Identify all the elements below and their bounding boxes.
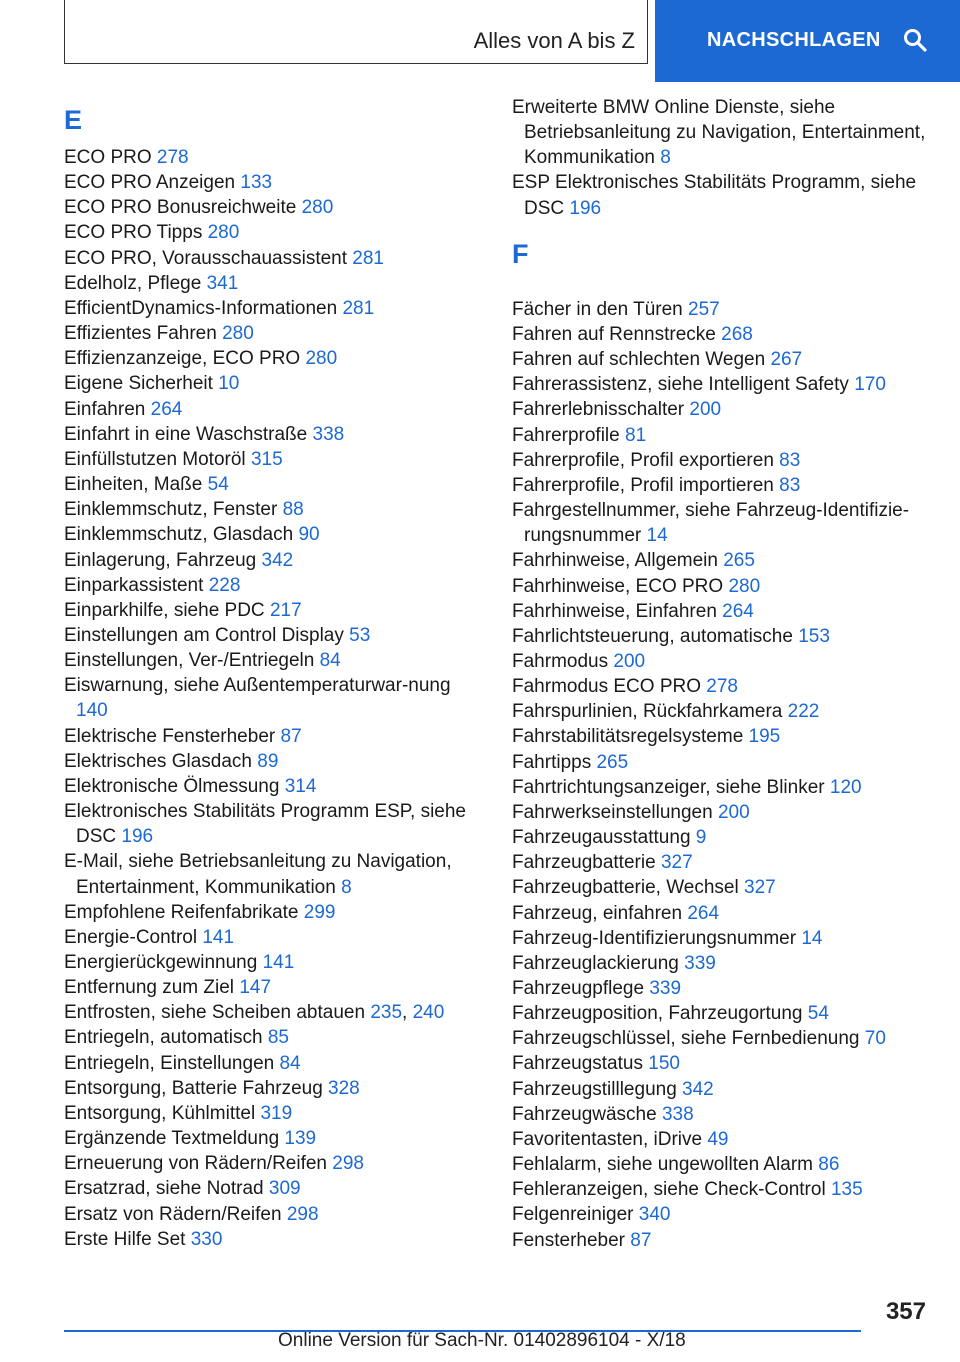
index-entry xyxy=(512,448,932,473)
index-entry xyxy=(64,648,474,673)
index-entry xyxy=(64,1202,474,1227)
index-entry xyxy=(512,322,932,347)
entry-term: Favoritentasten, iDrive xyxy=(512,1128,703,1150)
page-link[interactable]: 339 xyxy=(684,952,716,974)
page-link[interactable]: 330 xyxy=(190,1228,223,1250)
page-link[interactable]: 265 xyxy=(596,751,629,773)
page-link[interactable]: 278 xyxy=(156,147,189,168)
page-link[interactable]: 315 xyxy=(250,448,283,470)
index-entry xyxy=(64,346,474,371)
entry-term: Einklemmschutz, Glasdach xyxy=(64,524,294,546)
page-link[interactable]: 83 xyxy=(779,474,801,496)
page-link[interactable]: 314 xyxy=(284,775,317,797)
page-link[interactable]: 240 xyxy=(412,1002,445,1024)
page-link[interactable]: 84 xyxy=(319,650,341,672)
page-link[interactable]: 280 xyxy=(222,323,254,345)
entry-term: Edelholz, Pflege xyxy=(64,272,202,294)
index-entry xyxy=(64,145,474,170)
page-link[interactable]: 217 xyxy=(269,599,302,621)
entry-term: Einstellungen, Ver-/Entriegeln xyxy=(64,650,315,672)
index-entry xyxy=(64,573,474,598)
entry-term: Fahrspurlinien, Rückfahrkamera xyxy=(512,701,783,723)
page-link[interactable]: 14 xyxy=(646,525,668,547)
page-link[interactable]: 278 xyxy=(706,676,738,698)
entry-term: Entriegeln, Einstellungen xyxy=(64,1052,275,1074)
index-entry xyxy=(512,548,932,573)
page-link[interactable]: 341 xyxy=(206,272,239,294)
page-link[interactable]: 338 xyxy=(661,1103,694,1125)
entry-term: Ersatzrad, siehe Notrad xyxy=(64,1178,264,1200)
entry-term: Entriegeln, automatisch xyxy=(64,1027,263,1049)
entry-term: Fahrerprofile, Profil exportieren xyxy=(512,449,774,471)
index-entry xyxy=(64,623,474,648)
index-entry xyxy=(512,1152,932,1177)
entry-term: Einheiten, Maße xyxy=(64,474,203,496)
index-entry xyxy=(512,599,932,624)
entry-term: Entfrosten, siehe Scheiben abtauen xyxy=(64,1002,366,1024)
page-link[interactable]: 14 xyxy=(801,927,823,949)
section-title: Alles von A bis Z xyxy=(473,28,635,53)
index-entry xyxy=(512,423,932,448)
index-entry xyxy=(512,800,932,825)
entry-term: Fahrzeugbatterie, Wechsel xyxy=(512,877,739,899)
footer-version: Online Version für Sach-Nr. 01402896104 - X/18 xyxy=(278,1330,686,1351)
entry-term: Ersatz von Rädern/Reifen xyxy=(64,1203,282,1225)
entry-term: Elektronisches Stabilitäts Programm ESP, siehe DSC xyxy=(64,801,466,848)
index-entry xyxy=(64,598,474,623)
nachschlagen-tab[interactable] xyxy=(655,0,960,82)
index-entry xyxy=(64,497,474,522)
page-link[interactable]: 70 xyxy=(864,1028,886,1050)
index-entry xyxy=(64,1176,474,1201)
entry-term: Elektronische Ölmessung xyxy=(64,775,280,797)
entry-term: Fahrzeugstilllegung xyxy=(512,1078,677,1100)
index-entry xyxy=(64,673,474,723)
page-link[interactable]: 140 xyxy=(76,700,108,722)
page-link[interactable]: 8 xyxy=(660,147,671,169)
entry-term: Fahrgestellnummer, siehe Fahrzeug-Identifizie‐rungsnummer xyxy=(512,500,910,547)
entry-term: Fensterheber xyxy=(512,1229,626,1251)
entry-term: ECO PRO Anzeigen xyxy=(64,172,236,194)
entry-term: Elektrische Fensterheber xyxy=(64,725,276,747)
entry-term: Einstellungen am Control Display xyxy=(64,624,344,646)
entry-term: Fahrzeugschlüssel, siehe Fernbedienung xyxy=(512,1028,860,1050)
entry-term: Erneuerung von Rädern/Reifen xyxy=(64,1153,328,1175)
index-entry xyxy=(512,624,932,649)
index-entry xyxy=(64,271,474,296)
entry-term: Erweiterte BMW Online Dienste, siehe Betriebsanleitung zu Navigation, Entertainment, Kommunikation xyxy=(512,97,926,169)
index-entry xyxy=(64,749,474,774)
index-entry xyxy=(512,825,932,850)
entry-term: Einfahren xyxy=(64,398,146,420)
page-link[interactable]: 153 xyxy=(798,625,830,647)
page-link[interactable]: 141 xyxy=(202,926,235,948)
index-entry xyxy=(64,950,474,975)
page-link[interactable]: 222 xyxy=(787,701,820,723)
page-link[interactable]: 264 xyxy=(722,600,754,622)
entry-term: ECO PRO Bonusreichweite xyxy=(64,197,297,219)
index-entry xyxy=(64,195,474,220)
entry-list-e-continued xyxy=(512,95,932,221)
entry-term: Fehleranzeigen, siehe Check-Control xyxy=(512,1179,826,1201)
entry-list-f xyxy=(512,297,932,1253)
entry-term: Fahrhinweise, ECO PRO xyxy=(512,575,724,597)
entry-term: Einparkassistent xyxy=(64,574,204,596)
entry-term: Fahren auf schlechten Wegen xyxy=(512,349,766,371)
index-entry xyxy=(64,849,474,899)
index-entry xyxy=(512,901,932,926)
entry-term: Energie-Control xyxy=(64,926,198,948)
index-entry xyxy=(512,875,932,900)
page-link[interactable]: 81 xyxy=(625,424,647,446)
entry-term: Fahrzeugwäsche xyxy=(512,1103,657,1125)
index-entry xyxy=(512,1001,932,1026)
entry-term: Fahrerlebnisschalter xyxy=(512,399,685,421)
page-link[interactable]: 280 xyxy=(305,348,338,370)
index-entry xyxy=(64,1000,474,1025)
page-link[interactable]: 49 xyxy=(707,1128,729,1150)
index-entry xyxy=(64,246,474,271)
index-entry xyxy=(512,498,932,548)
index-entry xyxy=(64,1025,474,1050)
page-link[interactable]: 9 xyxy=(695,827,707,849)
entry-term: Fahrmodus ECO PRO xyxy=(512,676,701,698)
index-entry xyxy=(64,220,474,245)
entry-term: Entsorgung, Batterie Fahrzeug xyxy=(64,1077,323,1099)
index-entry xyxy=(512,699,932,724)
entry-term: Fächer in den Türen xyxy=(512,298,683,320)
entry-term: Fahrerprofile xyxy=(512,424,620,446)
entry-term: Fahrzeugstatus xyxy=(512,1053,643,1075)
tab-label: NACHSCHLAGEN xyxy=(707,28,881,51)
index-entry xyxy=(64,724,474,749)
page-link[interactable]: 150 xyxy=(648,1053,680,1075)
entry-term: Fahrerprofile, Profil importieren xyxy=(512,474,774,496)
entry-term: ESP Elektronisches Stabilitäts Programm, siehe DSC xyxy=(512,172,917,219)
page-link[interactable]: 139 xyxy=(284,1128,317,1150)
page-link[interactable]: 299 xyxy=(303,901,336,923)
index-entry xyxy=(64,1076,474,1101)
entry-term: ECO PRO Tipps xyxy=(64,222,203,244)
header-title-box xyxy=(64,0,648,64)
entry-term: Erste Hilfe Set xyxy=(64,1228,186,1250)
page-link[interactable]: 339 xyxy=(649,978,682,999)
page-link[interactable]: 54 xyxy=(807,1003,829,1025)
page-link[interactable]: 135 xyxy=(830,1179,863,1201)
page-link[interactable]: 196 xyxy=(569,197,602,219)
page-link[interactable]: 257 xyxy=(688,298,720,320)
page-link[interactable]: 85 xyxy=(267,1027,289,1049)
index-entry xyxy=(512,1228,932,1253)
index-entry xyxy=(512,347,932,372)
entry-term: ECO PRO xyxy=(64,147,152,168)
entry-term: Einklemmschutz, Fenster xyxy=(64,499,278,521)
index-entry xyxy=(512,775,932,800)
index-entry xyxy=(512,473,932,498)
entry-term: EfficientDynamics-Informationen xyxy=(64,297,338,319)
entry-term: Fahrtipps xyxy=(512,751,592,773)
page-link[interactable]: 280 xyxy=(301,197,334,219)
page-link[interactable]: 200 xyxy=(613,650,646,672)
page-link[interactable]: 89 xyxy=(257,750,279,772)
page-link[interactable]: 268 xyxy=(721,323,753,345)
page-link[interactable]: 342 xyxy=(682,1078,714,1100)
index-entry xyxy=(512,574,932,599)
page-link[interactable]: 327 xyxy=(744,877,776,899)
index-entry xyxy=(512,976,932,1001)
index-entry xyxy=(64,447,474,472)
entry-term: Einfüllstutzen Motoröl xyxy=(64,448,246,470)
entry-term: Entfernung zum Ziel xyxy=(64,977,235,999)
entry-term: Fahrzeugposition, Fahrzeugortung xyxy=(512,1003,803,1025)
index-entry xyxy=(512,1177,932,1202)
entry-term: Fahrtrichtungsanzeiger, siehe Blinker xyxy=(512,776,825,798)
page-link[interactable]: 309 xyxy=(268,1178,301,1200)
entry-term: Elektrisches Glasdach xyxy=(64,750,252,772)
page-link[interactable]: 141 xyxy=(262,952,295,973)
index-letter-f: F xyxy=(512,238,529,269)
index-entry xyxy=(64,1126,474,1151)
page-link[interactable]: 338 xyxy=(312,423,345,445)
page-number: 357 xyxy=(885,1298,926,1325)
page-link[interactable]: 54 xyxy=(207,474,229,496)
entry-term: Energierückgewinnung xyxy=(64,952,258,973)
index-entry xyxy=(512,926,932,951)
page-link[interactable]: 87 xyxy=(630,1229,652,1251)
entry-term: Fahrzeug, einfahren xyxy=(512,902,683,924)
page-link[interactable]: 264 xyxy=(150,398,183,420)
index-column-left xyxy=(64,95,474,1252)
index-entry xyxy=(512,951,932,976)
page-link[interactable]: 196 xyxy=(121,826,154,848)
entry-term: Fahrwerkseinstellungen xyxy=(512,801,713,823)
entry-term: Ergänzende Textmeldung xyxy=(64,1128,280,1150)
index-entry xyxy=(64,397,474,422)
entry-term: Einfahrt in eine Waschstraße xyxy=(64,423,308,445)
search-icon[interactable] xyxy=(903,28,927,52)
index-entry xyxy=(512,170,932,220)
index-entry xyxy=(64,1051,474,1076)
index-entry xyxy=(64,925,474,950)
page-link[interactable]: 53 xyxy=(349,624,371,646)
entry-term: Empfohlene Reifenfabrikate xyxy=(64,901,299,923)
index-entry xyxy=(64,321,474,346)
entry-term: ECO PRO, Vorausschauassistent xyxy=(64,247,348,269)
page-link[interactable]: 342 xyxy=(261,549,294,571)
page-link[interactable]: 83 xyxy=(779,449,801,471)
entry-term: Fahrzeugbatterie xyxy=(512,852,656,874)
page-link[interactable]: 120 xyxy=(829,776,862,798)
page-link[interactable]: 228 xyxy=(208,574,241,596)
page-link[interactable]: 319 xyxy=(260,1102,293,1124)
page-link[interactable]: 327 xyxy=(660,852,693,874)
index-entry xyxy=(512,724,932,749)
index-entry xyxy=(512,1102,932,1127)
index-entry xyxy=(64,422,474,447)
index-entry xyxy=(64,548,474,573)
index-entry xyxy=(64,1151,474,1176)
entry-term: Fahrzeug-Identifizierungsnummer xyxy=(512,927,797,949)
page-link[interactable]: 200 xyxy=(689,399,722,421)
index-letter-e: E xyxy=(64,105,83,135)
entry-term: Effizientes Fahren xyxy=(64,323,217,345)
index-entry xyxy=(512,1026,932,1051)
index-entry xyxy=(64,975,474,1000)
index-entry xyxy=(64,1101,474,1126)
index-entry xyxy=(64,900,474,925)
page-link[interactable]: 298 xyxy=(332,1153,364,1175)
page-link[interactable]: 195 xyxy=(748,726,781,748)
page-link[interactable]: 86 xyxy=(818,1154,840,1176)
entry-term: Fahrzeuglackierung xyxy=(512,952,679,974)
page-link[interactable]: 264 xyxy=(687,902,720,924)
page-link[interactable]: 280 xyxy=(207,222,240,244)
index-entry xyxy=(64,371,474,396)
entry-term: Einparkhilfe, siehe PDC xyxy=(64,599,265,621)
entry-term: Eiswarnung, siehe Außentemperaturwar‐nung xyxy=(64,675,451,697)
index-entry xyxy=(512,372,932,397)
page-link[interactable]: 328 xyxy=(328,1077,360,1099)
entry-term: Einlagerung, Fahrzeug xyxy=(64,549,257,571)
page-link[interactable]: 281 xyxy=(352,247,384,269)
entry-term: Felgenreiniger xyxy=(512,1204,634,1226)
index-entry xyxy=(512,674,932,699)
entry-term: Fehlalarm, siehe ungewollten Alarm xyxy=(512,1154,813,1176)
index-entry xyxy=(512,297,932,322)
page-link[interactable]: 298 xyxy=(286,1203,319,1225)
index-entry xyxy=(64,1227,474,1252)
page-link[interactable]: 87 xyxy=(280,725,302,747)
index-entry xyxy=(512,850,932,875)
entry-term: Eigene Sicherheit xyxy=(64,373,213,395)
entry-term: E-Mail, siehe Betriebsanleitung zu Navigation, Entertainment, Kommunikation xyxy=(64,851,452,898)
page-link[interactable]: 90 xyxy=(298,524,320,546)
entry-term: Fahrmodus xyxy=(512,650,609,672)
index-entry xyxy=(64,522,474,547)
entry-list-e xyxy=(64,145,474,1252)
index-entry xyxy=(512,1051,932,1076)
index-column-right xyxy=(512,95,932,1253)
page-link[interactable]: 88 xyxy=(282,499,304,521)
page-separator: , xyxy=(402,1002,413,1024)
index-entry xyxy=(512,649,932,674)
entry-term: Fahrhinweise, Allgemein xyxy=(512,550,718,572)
index-entry xyxy=(512,750,932,775)
page-link[interactable]: 280 xyxy=(728,575,761,597)
index-entry xyxy=(64,472,474,497)
entry-term: Fahrstabilitätsregelsysteme xyxy=(512,726,744,748)
entry-term: Fahrhinweise, Einfahren xyxy=(512,600,717,622)
page-link[interactable]: 200 xyxy=(717,801,750,823)
page-link[interactable]: 265 xyxy=(723,550,755,572)
index-entry xyxy=(512,397,932,422)
entry-term: Effizienzanzeige, ECO PRO xyxy=(64,348,301,370)
entry-term: Fahrzeugausstattung xyxy=(512,827,691,849)
page-link[interactable]: 147 xyxy=(239,977,272,999)
index-entry xyxy=(64,296,474,321)
entry-term: Entsorgung, Kühlmittel xyxy=(64,1102,256,1124)
index-entry xyxy=(64,774,474,799)
index-entry xyxy=(64,799,474,849)
page-link[interactable]: 8 xyxy=(341,876,352,898)
page-link[interactable]: 235 xyxy=(370,1002,403,1024)
page-link[interactable]: 267 xyxy=(770,349,803,371)
index-entry xyxy=(64,170,474,195)
entry-term: Fahrerassistenz, siehe Intelligent Safety xyxy=(512,374,849,396)
entry-term: Fahrzeugpflege xyxy=(512,978,645,999)
page-link[interactable]: 340 xyxy=(638,1204,671,1226)
entry-term: Fahrlichtsteuerung, automatische xyxy=(512,625,793,647)
index-entry xyxy=(512,1202,932,1227)
index-entry xyxy=(512,95,932,170)
page-link[interactable]: 281 xyxy=(342,297,375,319)
page-link[interactable]: 170 xyxy=(854,374,886,396)
page-link[interactable]: 133 xyxy=(240,172,273,194)
entry-term: Fahren auf Rennstrecke xyxy=(512,323,716,345)
index-entry xyxy=(512,1127,932,1152)
page-link[interactable]: 84 xyxy=(279,1052,301,1074)
index-entry xyxy=(512,1077,932,1102)
page-link[interactable]: 10 xyxy=(218,373,240,395)
